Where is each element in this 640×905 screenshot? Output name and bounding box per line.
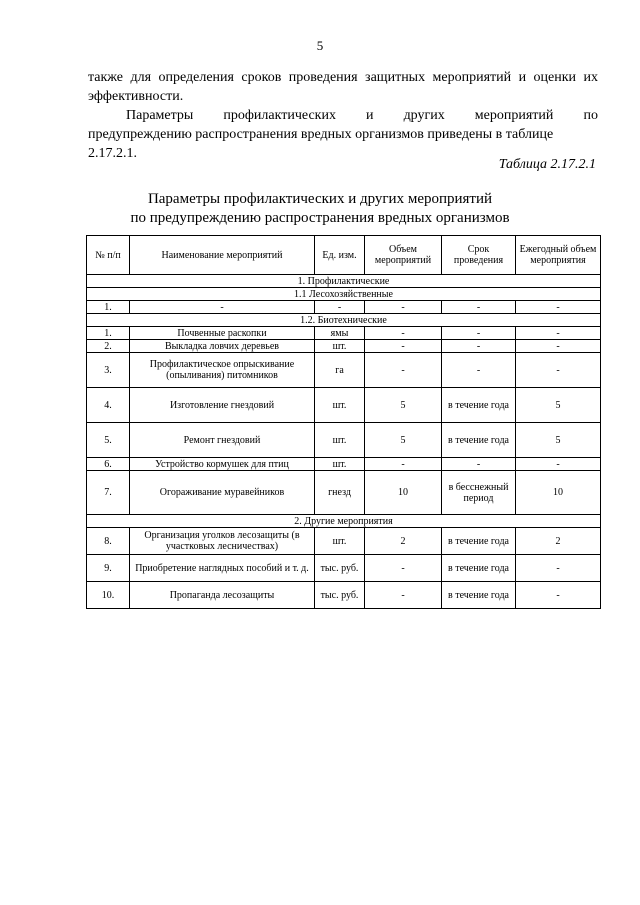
- word: других: [403, 108, 445, 123]
- table-row: [87, 388, 601, 423]
- cell-term: в течение года: [442, 555, 516, 582]
- cell-number: 1.: [87, 327, 130, 340]
- section-row: [87, 275, 601, 288]
- word: мероприятий: [474, 108, 554, 123]
- cell-unit: гнезд: [315, 471, 365, 515]
- cell-term: в течение года: [442, 582, 516, 609]
- cell-name: Ремонт гнездовий: [130, 423, 315, 458]
- cell-number: 9.: [87, 555, 130, 582]
- table-caption: Таблица 2.17.2.1: [498, 157, 596, 172]
- header-cell-volume: Объем мероприятий: [365, 236, 442, 275]
- word: профилактических: [223, 108, 336, 123]
- cell-annual: -: [516, 458, 601, 471]
- cell-unit: шт.: [315, 458, 365, 471]
- word: по: [583, 108, 598, 123]
- cell-number: 7.: [87, 471, 130, 515]
- word: Параметры: [126, 108, 194, 123]
- header-cell-unit: Ед. изм.: [315, 236, 365, 275]
- cell-name: Изготовление гнездовий: [130, 388, 315, 423]
- cell-volume: 2: [365, 528, 442, 555]
- cell-term: -: [442, 327, 516, 340]
- measures-table: [86, 235, 601, 609]
- table-row: [87, 528, 601, 555]
- intro-paragraph: также для определения сроков проведения защитных мероприятий и оценки их эффективности.: [88, 70, 598, 104]
- section-title: 1. Профилактические: [87, 275, 601, 288]
- table-title-line-2: по предупреждению распространения вредных организмов: [130, 210, 510, 226]
- table-header-row: [87, 236, 601, 275]
- section-row: [87, 515, 601, 528]
- header-cell-number: № п/п: [87, 236, 130, 275]
- cell-annual: 5: [516, 388, 601, 423]
- cell-annual: -: [516, 301, 601, 314]
- cell-number: 1.: [87, 301, 130, 314]
- cell-unit: га: [315, 353, 365, 388]
- section-row: [87, 314, 601, 327]
- table-row: [87, 353, 601, 388]
- table-title: [0, 190, 640, 228]
- cell-name: -: [130, 301, 315, 314]
- paragraph-line-3: 2.17.2.1.: [88, 146, 137, 161]
- cell-unit: тыс. руб.: [315, 582, 365, 609]
- cell-name: Выкладка ловчих деревьев: [130, 340, 315, 353]
- cell-annual: -: [516, 327, 601, 340]
- paragraph-line-2: предупреждению распространения вредных организмов приведены в таблице: [88, 127, 554, 142]
- table-row: [87, 582, 601, 609]
- cell-annual: -: [516, 555, 601, 582]
- cell-annual: -: [516, 353, 601, 388]
- cell-volume: -: [365, 353, 442, 388]
- cell-volume: -: [365, 458, 442, 471]
- cell-volume: -: [365, 582, 442, 609]
- cell-name: Устройство кормушек для птиц: [130, 458, 315, 471]
- cell-volume: -: [365, 327, 442, 340]
- cell-unit: шт.: [315, 423, 365, 458]
- paragraph-line-1: [88, 106, 598, 125]
- cell-name: Профилактическое опрыскивание (опыливания) питомников: [130, 353, 315, 388]
- cell-annual: 5: [516, 423, 601, 458]
- table-reference-paragraph: [88, 106, 598, 163]
- cell-unit: -: [315, 301, 365, 314]
- cell-number: 5.: [87, 423, 130, 458]
- cell-annual: 10: [516, 471, 601, 515]
- table-row: [87, 555, 601, 582]
- cell-term: в течение года: [442, 528, 516, 555]
- header-cell-annual: Ежегодный объем мероприятия: [516, 236, 601, 275]
- header-cell-term: Срок проведения: [442, 236, 516, 275]
- cell-name: Организация уголков лесозащиты (в участковых лесничествах): [130, 528, 315, 555]
- cell-number: 6.: [87, 458, 130, 471]
- cell-term: -: [442, 353, 516, 388]
- cell-name: Огораживание муравейников: [130, 471, 315, 515]
- table-row: [87, 340, 601, 353]
- cell-number: 2.: [87, 340, 130, 353]
- cell-term: в бесснежный период: [442, 471, 516, 515]
- word: и: [366, 108, 374, 123]
- cell-unit: тыс. руб.: [315, 555, 365, 582]
- table-row: [87, 301, 601, 314]
- cell-name: Приобретение наглядных пособий и т. д.: [130, 555, 315, 582]
- header-cell-name: Наименование мероприятий: [130, 236, 315, 275]
- cell-term: -: [442, 458, 516, 471]
- cell-volume: 5: [365, 423, 442, 458]
- cell-unit: шт.: [315, 388, 365, 423]
- cell-unit: ямы: [315, 327, 365, 340]
- section-row: [87, 288, 601, 301]
- cell-name: Почвенные раскопки: [130, 327, 315, 340]
- table-row: [87, 327, 601, 340]
- section-title: 2. Другие мероприятия: [87, 515, 601, 528]
- cell-unit: шт.: [315, 528, 365, 555]
- cell-number: 4.: [87, 388, 130, 423]
- section-title: 1.1 Лесохозяйственные: [87, 288, 601, 301]
- table-title-line-1: Параметры профилактических и других мероприятий: [147, 191, 493, 207]
- cell-unit: шт.: [315, 340, 365, 353]
- cell-volume: 5: [365, 388, 442, 423]
- table-row: [87, 458, 601, 471]
- cell-volume: 10: [365, 471, 442, 515]
- section-title: 1.2. Биотехнические: [87, 314, 601, 327]
- cell-name: Пропаганда лесозащиты: [130, 582, 315, 609]
- cell-annual: -: [516, 340, 601, 353]
- table-row: [87, 423, 601, 458]
- cell-term: в течение года: [442, 423, 516, 458]
- page-number: 5: [316, 38, 324, 53]
- cell-annual: -: [516, 582, 601, 609]
- cell-term: -: [442, 301, 516, 314]
- cell-number: 8.: [87, 528, 130, 555]
- cell-number: 10.: [87, 582, 130, 609]
- table-row: [87, 471, 601, 515]
- cell-volume: -: [365, 555, 442, 582]
- cell-term: в течение года: [442, 388, 516, 423]
- cell-volume: -: [365, 301, 442, 314]
- cell-term: -: [442, 340, 516, 353]
- cell-annual: 2: [516, 528, 601, 555]
- cell-volume: -: [365, 340, 442, 353]
- cell-number: 3.: [87, 353, 130, 388]
